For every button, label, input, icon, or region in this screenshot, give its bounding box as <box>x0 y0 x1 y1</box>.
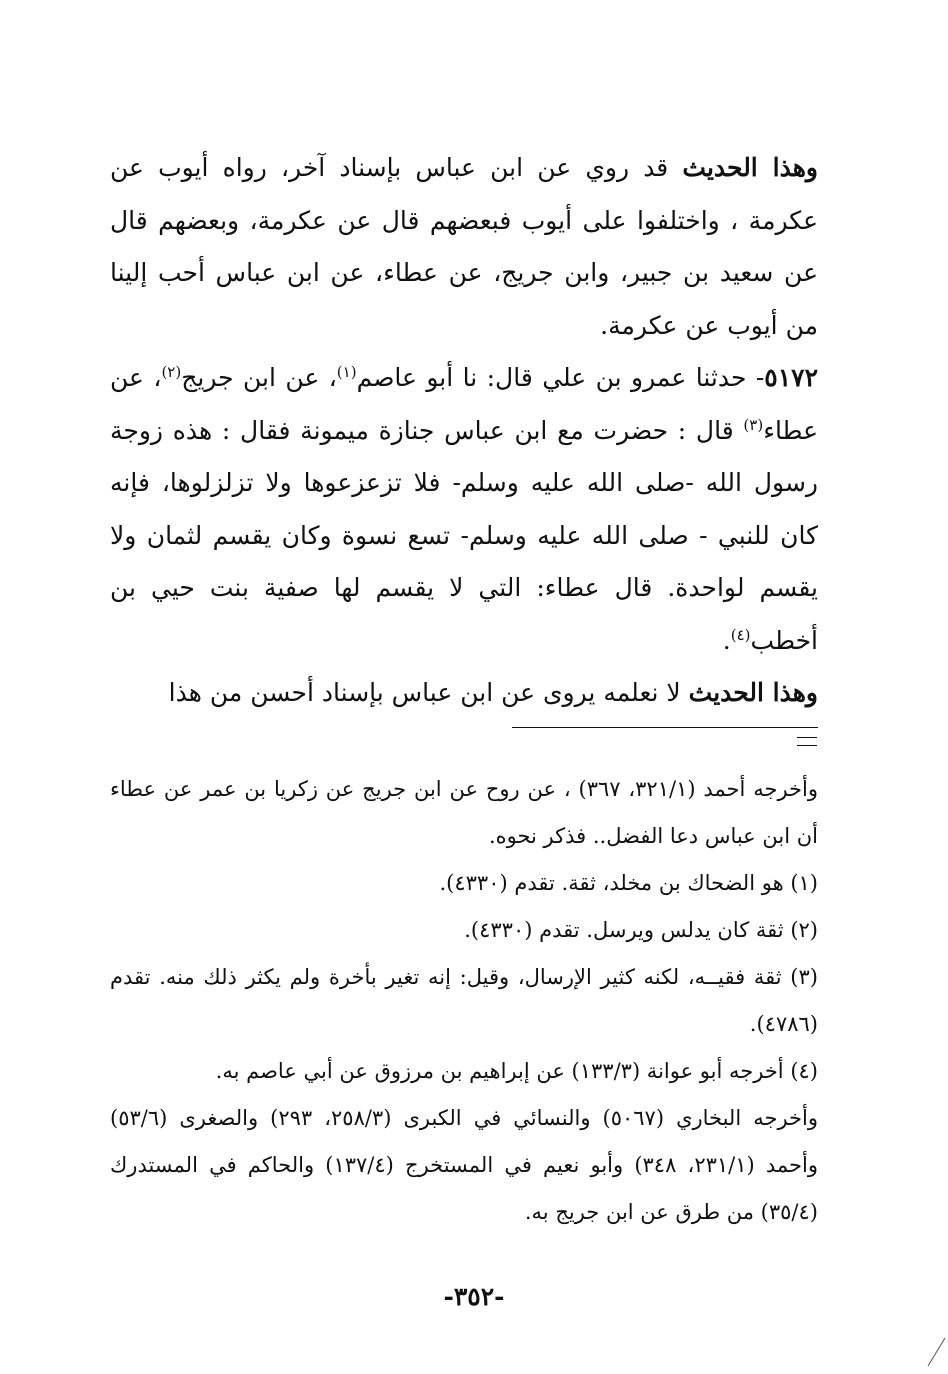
footnote-ref-3[interactable]: (٣) <box>743 415 764 434</box>
paragraph-lead: وهذا الحديث <box>682 153 818 182</box>
hadith-number: ٥١٧٢ <box>764 363 818 392</box>
paragraph-1 <box>110 142 818 352</box>
footnote-2: (٢) ثقة كان يدلس ويرسل. تقدم (٤٣٣٠). <box>464 918 818 942</box>
footnote-divider <box>512 727 818 728</box>
paragraph-text: قد روي عن ابن عباس بإسناد آخر، رواه أيوب عن عكرمة ، واختلفوا على أيوب فبعضهم قال عن عكرمة، وبعضهم قال عن سعيد بن جبير، وابن جريج، عن عطاء، عن ابن عباس أحب إلينا من أيوب عن عكرمة. <box>110 153 818 340</box>
footnote-4-continued: وأخرجه البخاري (٥٠٦٧) والنسائي في الكبرى (٢٥٨/٣، ٢٩٣) والصغرى (٥٣/٦) وأحمد (٢٣١/١، ٣٤٨) وأبو نعيم في المستخرج (١٣٧/٤) والحاكم في المستدرك (٣٥/٤) من طرق عن ابن جريج به. <box>110 1106 818 1224</box>
hadith-5172 <box>110 352 818 667</box>
footnote-4: (٤) أخرجه أبو عوانة (١٣٣/٣) عن إبراهيم بن مرزوق عن أبي عاصم به. <box>215 1059 818 1083</box>
main-text <box>110 142 818 720</box>
page-number: -٣٥٢- <box>443 1282 505 1311</box>
footnote-continued: وأخرجه أحمد (٣٢١/١، ٣٦٧) ، عن روح عن ابن جريج عن زكريا بن عمر عن عطاء أن ابن عباس دعا الفضل.. فذكر نحوه. <box>110 777 818 848</box>
footnote-divider-mark <box>797 737 817 746</box>
paragraph-lead: وهذا الحديث <box>688 678 818 707</box>
footnote-ref-2[interactable]: (٢) <box>161 363 182 381</box>
hadith-text-part: . <box>722 625 731 655</box>
footnote-3: (٣) ثقة فقيــه، لكنه كثير الإرسال، وقيل: إنه تغير بأخرة ولم يكثر ذلك منه. تقدم (٤٧٨٦). <box>110 965 818 1036</box>
footnote-1: (١) هو الضحاك بن مخلد، ثقة. تقدم (٤٣٣٠). <box>439 871 818 895</box>
footnotes <box>110 766 818 1236</box>
paragraph-3 <box>110 667 818 720</box>
scan-corner-mark <box>926 1336 946 1368</box>
footnote-ref-4[interactable]: (٤) <box>730 625 751 644</box>
paragraph-text: لا نعلمه يروى عن ابن عباس بإسناد أحسن من هذا <box>168 678 689 707</box>
footnote-ref-1[interactable]: (١) <box>336 363 357 381</box>
hadith-text-part: ، عن ابن جريج <box>181 363 337 392</box>
hadith-text-part: قال : حضرت مع ابن عباس جنازة ميمونة فقال : هذه زوجة رسول الله -صلى الله عليه وسلم- فلا تزعزعوها ولا تزلزلوها، فإنه كان للنبي - صلى الله عليه وسلم- تسع نسوة وكان يقسم لثمان ولا يقسم لواحدة. قال عطاء: التي لا يقسم لها صفية بنت حيي بن أخطب <box>110 415 818 655</box>
hadith-text-part: - حدثنا عمرو بن علي قال: نا أبو عاصم <box>356 363 765 392</box>
hadith-text-part: ، عن عطاء <box>110 363 818 445</box>
